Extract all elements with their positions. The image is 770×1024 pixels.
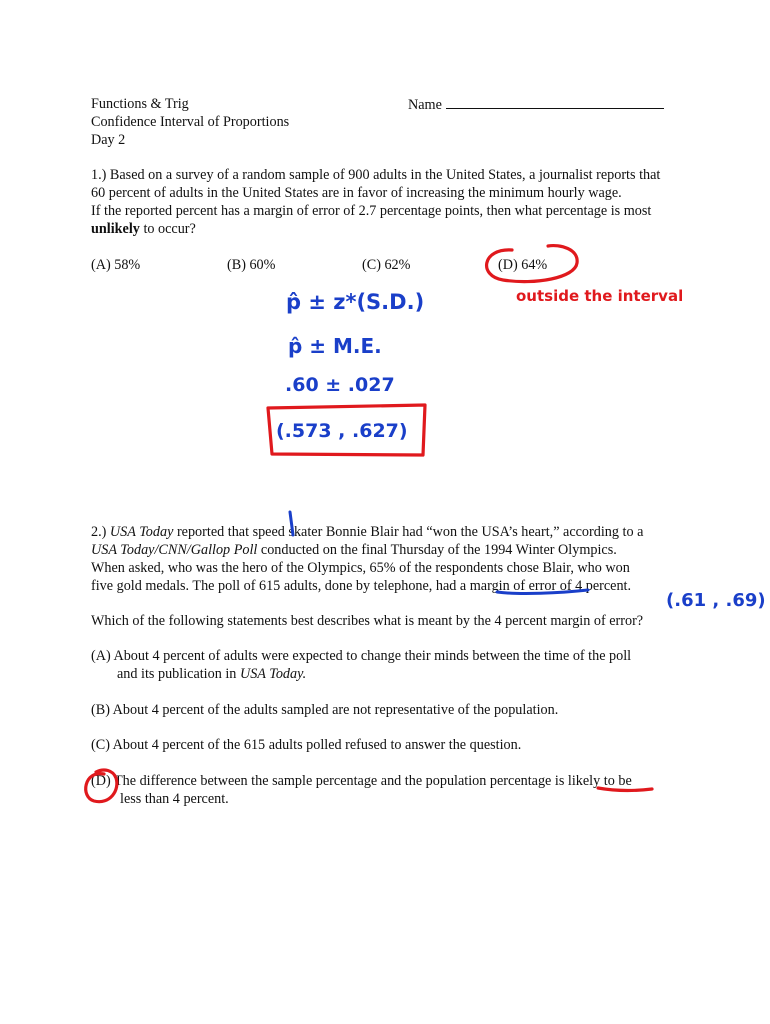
q2-line-1-rest: reported that speed skater Bonnie Blair had “won the USA’s heart,” according to a [173, 524, 644, 540]
course-title: Functions & Trig [91, 96, 189, 112]
q1-line-3: If the reported percent has a margin of error of 2.7 percentage points, then what percentage is most [91, 203, 652, 219]
q2-choice-b: (B) About 4 percent of the adults sampled are not representative of the population. [91, 702, 559, 718]
q2-choice-a-line-2 [117, 665, 306, 683]
q1-unlikely-bold: unlikely [91, 221, 140, 237]
q2-line-4: five gold medals. The poll of 615 adults, done by telephone, had a margin of error of 4 percent. [91, 578, 632, 594]
hw-interval-q1: (.573 , .627) [276, 420, 408, 442]
q2-poll-name: USA Today/CNN/Gallop Poll [91, 542, 258, 558]
hw-formula-3: .60 ± .027 [285, 374, 395, 396]
q2-line-3: When asked, who was the hero of the Olympics, 65% of the respondents chose Blair, who won [91, 560, 630, 576]
topic-title: Confidence Interval of Proportions [91, 114, 290, 130]
q2-choice-c: (C) About 4 percent of the 615 adults polled refused to answer the question. [91, 737, 522, 753]
q2-question: Which of the following statements best describes what is meant by the 4 percent margin of error? [91, 613, 644, 629]
name-blank-line [446, 95, 664, 109]
q1-choice-a: (A) 58% [91, 257, 141, 273]
hw-red-box [268, 405, 425, 455]
hw-note-outside: outside the interval [516, 287, 684, 305]
q2-choice-a-usa-today: USA Today. [239, 666, 307, 682]
q2-number: 2.) [91, 524, 110, 540]
hw-formula-2: p̂ ± M.E. [288, 334, 382, 358]
q2-choice-a-line-2-text: and its publication in [117, 666, 240, 682]
q2-choice-d-line-1: (D) The difference between the sample percentage and the population percentage is likely to be [91, 773, 632, 789]
q1-choice-c: (C) 62% [362, 257, 411, 273]
q1-choice-b: (B) 60% [227, 257, 276, 273]
q2-choice-a-line-1: (A) About 4 percent of adults were expected to change their minds between the time of the poll [91, 648, 632, 664]
name-label: Name [408, 97, 442, 113]
q2-line-2 [91, 541, 617, 559]
hw-formula-1: p̂ ± z*(S.D.) [286, 290, 425, 314]
q1-choice-d: (D) 64% [498, 257, 548, 273]
q2-line-1 [91, 523, 643, 541]
q2-line-2-rest: conducted on the final Thursday of the 1994 Winter Olympics. [257, 542, 617, 558]
day-label: Day 2 [91, 132, 126, 148]
q1-line-1: 1.) Based on a survey of a random sample of 900 adults in the United States, a journalist reports that [91, 167, 661, 183]
q1-line-2: 60 percent of adults in the United States are in favor of increasing the minimum hourly wage. [91, 185, 622, 201]
q1-line-4 [91, 220, 196, 238]
q2-choice-d-line-2: less than 4 percent. [120, 791, 229, 807]
q2-usa-today: USA Today [109, 524, 174, 540]
hw-interval-q2: (.61 , .69) [666, 590, 766, 611]
name-field [408, 95, 664, 114]
q1-line-4-rest: to occur? [139, 221, 196, 237]
